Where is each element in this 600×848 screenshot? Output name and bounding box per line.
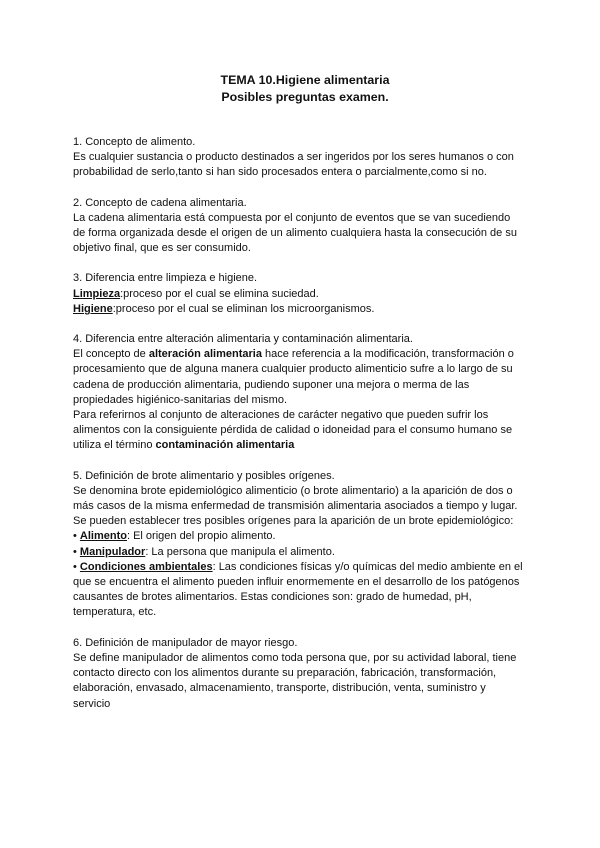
paragraph-line: contacto directo con los alimentos durante su preparación, fabricación, transformación, <box>73 667 497 680</box>
paragraph-line: Se pueden establecer tres posibles orígenes para la aparición de un brote epidemiológico: <box>73 515 514 528</box>
section-cadena-alimentaria <box>73 196 527 257</box>
section-limpieza-higiene <box>73 271 527 317</box>
term-contaminacion-alimentaria: contaminación alimentaria <box>155 439 295 452</box>
text-run: hace referencia a la modificación, transformación o <box>261 348 514 361</box>
section-heading: 6. Definición de manipulador de mayor riesgo. <box>73 636 298 649</box>
term-condiciones-ambientales: Condiciones ambientales <box>79 560 213 573</box>
paragraph-line: cadena de producción alimentaria, pudiendo suponer una mejora o merma de las <box>73 378 470 391</box>
bullet-icon: • <box>73 545 80 558</box>
section-concepto-alimento <box>73 135 527 181</box>
section-heading: 5. Definición de brote alimentario y posibles orígenes. <box>73 469 335 482</box>
paragraph-line: Se denomina brote epidemiológico alimenticio (o brote alimentario) a la aparición de dos o <box>73 484 513 497</box>
definition-text: : Las condiciones físicas y/o químicas del medio ambiente en el <box>212 560 523 573</box>
term-manipulador: Manipulador <box>79 545 146 558</box>
paragraph-line: de forma organizada desde el origen de un alimento cualquiera hasta la consecución de su <box>73 227 517 240</box>
paragraph-line: Se define manipulador de alimentos como toda persona que, por su actividad laboral, tiene <box>73 651 517 664</box>
bullet-item-alimento <box>73 529 527 544</box>
section-brote-alimentario <box>73 469 527 621</box>
title-line-1: TEMA 10.Higiene alimentaria <box>220 73 390 87</box>
text-run: El concepto de <box>73 348 149 361</box>
definition-limpieza <box>73 287 527 302</box>
bullet-icon: • <box>73 560 80 573</box>
paragraph-line: elaboración, envasado, almacenamiento, transporte, distribución, venta, suministro y <box>73 682 486 695</box>
paragraph-line: probabilidad de serlo,tanto si han sido procesados entera o parcialmente,como si no. <box>73 166 487 179</box>
definition-higiene <box>73 302 527 317</box>
section-heading: 1. Concepto de alimento. <box>73 136 196 148</box>
paragraph-line: más casos de la misma enfermedad de transmisión alimentaria asociados a tiempo y lugar. <box>73 500 518 513</box>
term-limpieza: Limpieza <box>73 287 121 300</box>
bullet-icon: • <box>73 530 80 543</box>
paragraph-line <box>73 438 527 453</box>
paragraph-line: La cadena alimentaria está compuesta por el conjunto de eventos que se van sucediendo <box>73 211 511 224</box>
paragraph-line: que se encuentra el alimento pueden influir enormemente en el desarrollo de los patógenos <box>73 576 520 589</box>
paragraph-line: objetivo final, que es ser consumido. <box>73 242 251 255</box>
text-run: utiliza el término <box>73 439 156 452</box>
section-heading: 2. Concepto de cadena alimentaria. <box>73 196 247 209</box>
definition-text: :proceso por el cual se elimina suciedad. <box>120 287 319 300</box>
term-higiene: Higiene <box>73 302 113 315</box>
document-title <box>83 72 527 106</box>
paragraph-line: causantes de brotes alimentarios. Estas condiciones son: grado de humedad, pH, <box>73 591 472 604</box>
section-heading: 4. Diferencia entre alteración alimentaria y contaminación alimentaria. <box>73 333 413 346</box>
definition-text: :proceso por el cual se eliminan los microorganismos. <box>112 302 375 315</box>
definition-text: : El origen del propio alimento. <box>126 530 276 543</box>
paragraph-line: Para referirnos al conjunto de alteraciones de carácter negativo que pueden sufrir los <box>73 409 489 422</box>
section-manipulador-riesgo <box>73 636 527 712</box>
paragraph-line: propiedades higiénico-sanitarias del mismo. <box>73 393 288 406</box>
title-line-2: Posibles preguntas examen. <box>221 90 389 104</box>
section-alteracion-contaminacion <box>73 332 527 454</box>
paragraph-line: procesamiento que de alguna manera cualquier producto alimenticio sufre a lo largo de su <box>73 363 513 376</box>
paragraph-line: Es cualquier sustancia o producto destinados a ser ingeridos por los seres humanos o con <box>73 151 514 164</box>
bullet-item-manipulador <box>73 545 527 560</box>
term-alimento: Alimento <box>79 530 127 543</box>
definition-text: : La persona que manipula el alimento. <box>145 545 335 558</box>
paragraph-line <box>73 347 527 362</box>
paragraph-line: servicio <box>73 697 111 710</box>
paragraph-line: alimentos con la consiguiente pérdida de calidad o idoneidad para el consumo humano se <box>73 424 513 437</box>
term-alteracion-alimentaria: alteración alimentaria <box>148 348 262 361</box>
paragraph-line: temperatura, etc. <box>73 606 157 619</box>
section-heading: 3. Diferencia entre limpieza e higiene. <box>73 272 258 285</box>
bullet-item-condiciones <box>73 560 527 575</box>
